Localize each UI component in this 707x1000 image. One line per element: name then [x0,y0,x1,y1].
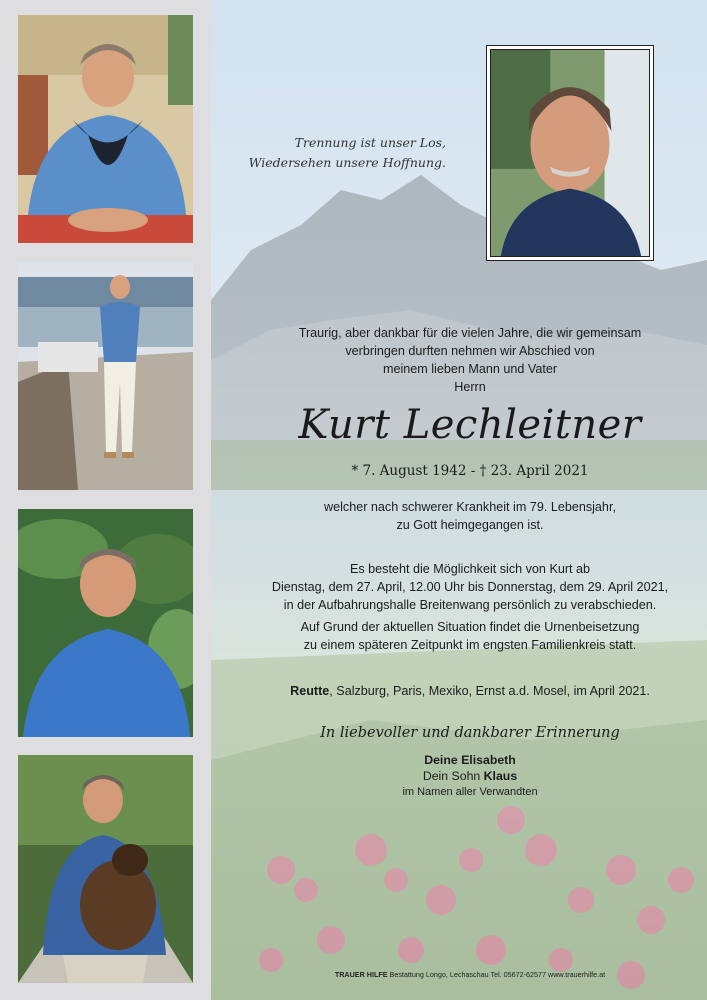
footer [230,970,707,979]
passing-line-2: zu Gott heimgegangen ist. [396,518,544,532]
signature-relatives: im Namen aller Verwandten [402,786,538,798]
passing-text [230,498,707,534]
intro-line-1: Traurig, aber dankbar für die vielen Jahre, die wir gemeinsam [298,326,642,340]
photo-with-dog [18,755,193,983]
places-city: Reutte [290,684,330,698]
quote-line-1: Trennung ist unser Los, [294,135,446,150]
signature-wife: Deine Elisabeth [424,753,516,767]
farewell-line-2: Dienstag, dem 27. April, 12.00 Uhr bis Donnerstag, dem 29. April 2021, [271,580,669,594]
intro-line-4: Herrn [454,380,486,394]
burial-text [230,618,707,654]
farewell-line-1: Es besteht die Möglichkeit sich von Kurt ab [349,562,591,576]
footer-brand: TRAUER HILFE [334,970,388,979]
photo-walking-pier [18,262,193,490]
signature-son [230,768,707,784]
intro-text [230,324,707,396]
main-portrait [486,45,654,261]
places-rest: , Salzburg, Paris, Mexiko, Ernst a.d. Mosel, im April 2021. [329,684,650,698]
passing-line-1: welcher nach schwerer Krankheit im 79. Lebensjahr, [324,500,616,514]
photo-garden-leaves [18,509,193,737]
quote-line-2: Wiedersehen unsere Hoffnung. [248,155,446,170]
intro-line-2: verbringen durften nehmen wir Abschied von [345,344,595,358]
farewell-line-3: in der Aufbahrungshalle Breitenwang persönlich zu verabschieden. [283,598,657,612]
footer-details: Bestattung Longo, Lechaschau Tel. 05672-62577 www.trauerhilfe.at [387,970,606,979]
intro-line-3: meinem lieben Mann und Vater [382,362,558,376]
life-dates: * 7. August 1942 - † 23. April 2021 [351,463,589,479]
farewell-text [230,560,707,614]
burial-line-2: zu einem späteren Zeitpunkt im engsten Familienkreis statt. [303,638,637,652]
signatures [230,752,707,800]
quote [240,133,446,173]
signature-son-name: Klaus [483,769,518,783]
deceased-name: Kurt Lechleitner [298,402,642,448]
places-line [230,682,707,700]
signature-son-prefix: Dein Sohn [422,769,484,783]
photo-seated-restaurant [18,15,193,243]
memory-line: In liebevoller und dankbarer Erinnerung [320,725,620,741]
burial-line-1: Auf Grund der aktuellen Situation findet die Urnenbeisetzung [300,620,640,634]
